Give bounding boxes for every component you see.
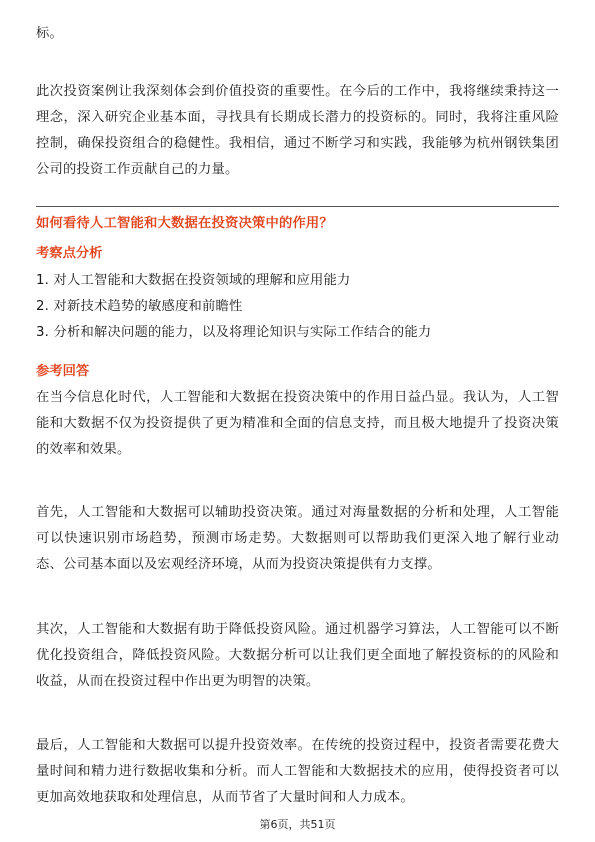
points-list (36, 268, 559, 346)
answer-paragraph: 其次，人工智能和大数据有助于降低投资风险。通过机器学习算法，人工智能可以不断优化投资组合，降低投资风险。大数据分析可以让我们更全面地了解投资标的的风险和收益，从而在投资过程中作出更为明智的决策。 (36, 622, 559, 689)
list-item: 3. 分析和解决问题的能力，以及将理论知识与实际工作结合的能力 (36, 325, 432, 340)
lesson-paragraph: 此次投资案例让我深刻体会到价值投资的重要性。在今后的工作中，我将继续秉持这一理念，深入研究企业基本面，寻找具有长期成长潜力的投资标的。同时，我将注重风险控制，确保投资组合的稳健性。我相信，通过不断学习和实践，我能够为杭州钢铁集团公司的投资工作贡献自己的力量。 (36, 84, 559, 177)
list-item: 1. 对人工智能和大数据在投资领域的理解和应用能力 (36, 273, 351, 288)
question-heading: 如何看待人工智能和大数据在投资决策中的作用？ (36, 216, 333, 231)
answer-paragraph: 首先，人工智能和大数据可以辅助投资决策。通过对海量数据的分析和处理，人工智能可以快速识别市场趋势，预测市场走势。大数据则可以帮助我们更深入地了解行业动态、公司基本面以及宏观经济环境，从而为投资决策提供有力支撑。 (36, 505, 559, 572)
answer-label: 参考回答 (36, 364, 90, 379)
continued-text: 标。 (36, 26, 63, 41)
answer-paragraph: 最后，人工智能和大数据可以提升投资效率。在传统的投资过程中，投资者需要花费大量时间和精力进行数据收集和分析。而人工智能和大数据技术的应用，使得投资者可以更加高效地获取和处理信息，从而节省了大量时间和人力成本。 (36, 738, 559, 805)
section-divider (36, 206, 559, 207)
points-label: 考察点分析 (36, 246, 103, 261)
list-item: 2. 对新技术趋势的敏感度和前瞻性 (36, 299, 243, 314)
page-number: 第6页，共51页 (259, 818, 336, 831)
answer-paragraph: 在当今信息化时代，人工智能和大数据在投资决策中的作用日益凸显。我认为，人工智能和大数据不仅为投资提供了更为精准和全面的信息支持，而且极大地提升了投资决策的效率和效果。 (36, 390, 559, 457)
answer-block-intro (36, 359, 559, 463)
